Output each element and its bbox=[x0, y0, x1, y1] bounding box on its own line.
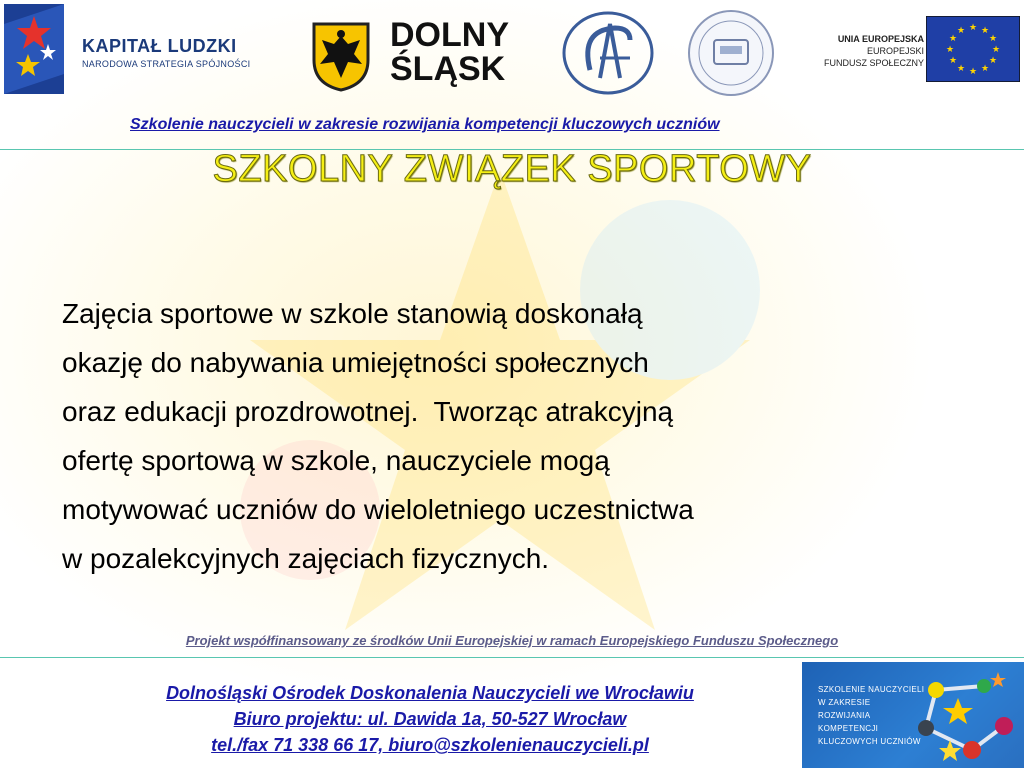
svg-text:★: ★ bbox=[948, 56, 958, 66]
svg-text:★: ★ bbox=[956, 64, 966, 74]
contact-address: Biuro projektu: ul. Dawida 1a, 50-527 Wrocław bbox=[233, 709, 627, 729]
dolny-slask-line1: DOLNY bbox=[390, 16, 509, 54]
badge-line: W ZAKRESIE bbox=[818, 698, 871, 707]
kapital-ludzki-subtitle: NARODOWA STRATEGIA SPÓJNOŚCI bbox=[82, 59, 251, 69]
eu-line1: UNIA EUROPEJSKA bbox=[837, 34, 924, 44]
contact-phone-email-link[interactable]: tel./fax 71 338 66 17, biuro@szkolenienauczycieli.pl bbox=[211, 735, 649, 755]
badge-text bbox=[818, 683, 924, 748]
page-title: SZKOLNY ZWIĄZEK SPORTOWY bbox=[212, 148, 812, 190]
eu-flag-icon bbox=[926, 16, 1020, 82]
badge-line: KLUCZOWYCH UCZNIÓW bbox=[818, 737, 921, 746]
kapital-ludzki-title: KAPITAŁ LUDZKI bbox=[82, 36, 237, 56]
body-line: oraz edukacji prozdrowotnej. Tworząc atrakcyjną bbox=[62, 396, 674, 427]
svg-text:★: ★ bbox=[956, 26, 966, 36]
contact-block bbox=[60, 680, 800, 758]
badge-line: SZKOLENIE NAUCZYCIELI bbox=[818, 685, 925, 694]
project-funding-note: Projekt współfinansowany ze środków Unii Europejskiej w ramach Europejskiego Funduszu Społecznego bbox=[185, 633, 839, 648]
body-line: w pozalekcyjnych zajęciach fizycznych. bbox=[62, 543, 550, 574]
logo-bar bbox=[0, 0, 1024, 100]
body-line: motywować uczniów do wieloletniego uczestnictwa bbox=[62, 494, 694, 525]
eu-fund-logo-text bbox=[804, 33, 924, 69]
svg-text:★: ★ bbox=[968, 67, 978, 77]
training-badge bbox=[802, 662, 1024, 768]
dolny-slask-coat-of-arms-icon bbox=[310, 20, 372, 92]
body-line: Zajęcia sportowe w szkole stanowią doskonałą bbox=[62, 298, 643, 329]
body-paragraph bbox=[62, 289, 972, 583]
molecule-stars-icon bbox=[914, 666, 1020, 766]
eu-line2: EUROPEJSKI bbox=[866, 46, 924, 56]
svg-text:★: ★ bbox=[991, 45, 1001, 55]
dolny-slask-logo bbox=[390, 18, 509, 86]
course-subtitle-text: Szkolenie nauczycieli w zakresie rozwijania kompetencji kluczowych uczniów bbox=[130, 116, 720, 133]
svg-text:★: ★ bbox=[945, 45, 955, 55]
bottom-divider bbox=[0, 657, 1024, 658]
svg-text:★: ★ bbox=[948, 34, 958, 44]
subtitle-underline-lead bbox=[58, 116, 130, 134]
svg-text:★: ★ bbox=[980, 64, 990, 74]
course-subtitle bbox=[58, 116, 970, 134]
body-line: ofertę sportową w szkole, nauczyciele mogą bbox=[62, 445, 610, 476]
eu-line3: FUNDUSZ SPOŁECZNY bbox=[823, 58, 924, 68]
badge-line: KOMPETENCJI bbox=[818, 724, 879, 733]
svg-text:★: ★ bbox=[988, 56, 998, 66]
dolny-slask-line2: ŚLĄSK bbox=[390, 50, 506, 88]
body-line: okazję do nabywania umiejętności społecznych bbox=[62, 347, 649, 378]
svg-text:★: ★ bbox=[968, 23, 978, 33]
kapital-ludzki-logo bbox=[82, 36, 250, 69]
svg-text:★: ★ bbox=[980, 26, 990, 36]
kapital-ludzki-logo-icon bbox=[4, 4, 64, 94]
contact-organization: Dolnośląski Ośrodek Doskonalenia Nauczycieli we Wrocławiu bbox=[166, 683, 694, 703]
badge-line: ROZWIJANIA bbox=[818, 711, 871, 720]
dodn-seal-icon bbox=[684, 8, 778, 98]
svg-text:★: ★ bbox=[988, 34, 998, 44]
monogram-emblem-icon bbox=[560, 10, 656, 96]
